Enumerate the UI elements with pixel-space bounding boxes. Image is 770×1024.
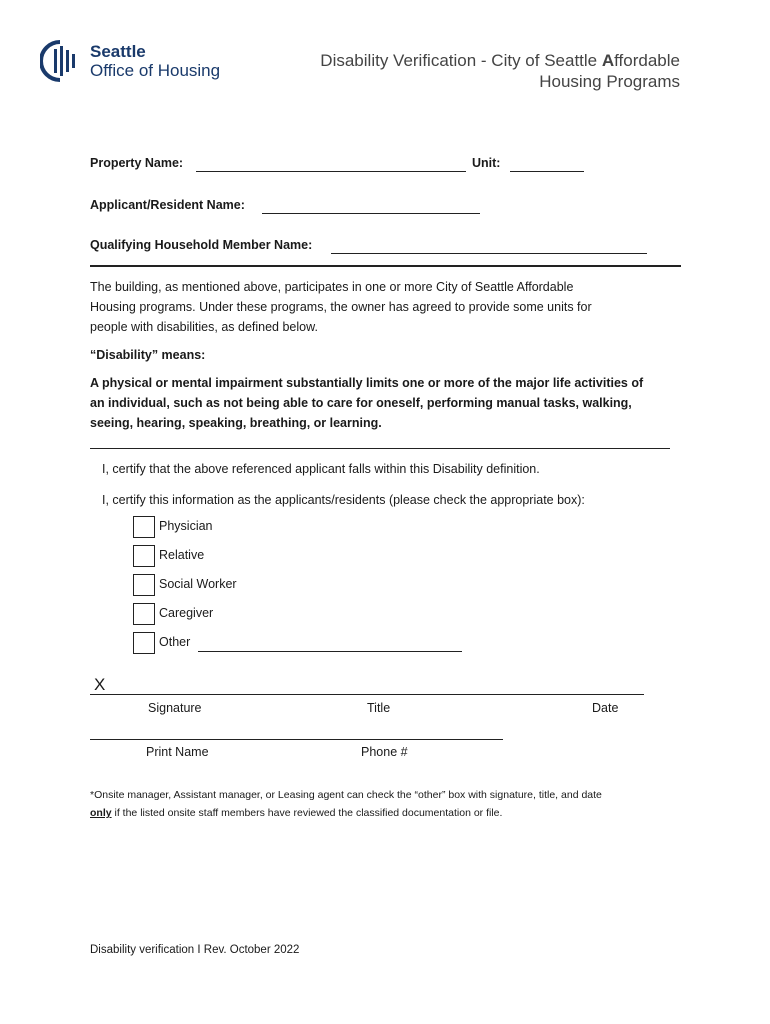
footer-revision: Disability verification I Rev. October 2022 bbox=[90, 944, 300, 956]
property-name-field[interactable] bbox=[196, 157, 466, 172]
note-line-1: *Onsite manager, Assistant manager, or Leasing agent can check the “other” box with signature, title, and date bbox=[90, 789, 602, 801]
definition-divider bbox=[90, 448, 670, 449]
definition-line: seeing, hearing, speaking, breathing, or learning. bbox=[90, 416, 382, 430]
unit-field[interactable] bbox=[510, 157, 584, 172]
seattle-logo-icon bbox=[40, 40, 80, 82]
certify-line-2: I, certify this information as the applicants/residents (please check the appropriate box): bbox=[102, 493, 585, 507]
phone-label: Phone # bbox=[361, 745, 408, 759]
title-label: Title bbox=[367, 701, 391, 715]
logo-text-seattle: Seattle bbox=[90, 42, 146, 61]
definition-line: an individual, such as not being able to care for oneself, performing manual tasks, walking, bbox=[90, 396, 632, 410]
section-divider bbox=[90, 265, 681, 267]
relative-checkbox[interactable] bbox=[133, 545, 155, 567]
disability-definition bbox=[90, 373, 710, 433]
applicant-name-label: Applicant/Resident Name: bbox=[90, 198, 245, 212]
social-worker-label: Social Worker bbox=[159, 577, 237, 591]
caregiver-checkbox[interactable] bbox=[133, 603, 155, 625]
title-line2: Housing Programs bbox=[539, 72, 680, 91]
applicant-name-field[interactable] bbox=[262, 199, 480, 214]
property-name-label: Property Name: bbox=[90, 156, 184, 170]
document-title bbox=[260, 50, 680, 92]
print-name-phone-line[interactable] bbox=[90, 739, 503, 740]
intro-line: people with disabilities, as defined below. bbox=[90, 320, 318, 334]
other-label: Other bbox=[159, 635, 191, 649]
intro-paragraph bbox=[90, 277, 690, 337]
logo-text-office: Office of Housing bbox=[90, 61, 221, 80]
note-only: only bbox=[90, 807, 112, 819]
signature-x-mark: X bbox=[94, 675, 106, 694]
print-name-label: Print Name bbox=[146, 745, 209, 759]
staff-note bbox=[90, 786, 730, 822]
other-checkbox[interactable] bbox=[133, 632, 155, 654]
signature-line[interactable] bbox=[90, 694, 644, 695]
unit-label: Unit: bbox=[472, 156, 501, 170]
social-worker-checkbox[interactable] bbox=[133, 574, 155, 596]
household-member-field[interactable] bbox=[331, 239, 647, 254]
household-member-label: Qualifying Household Member Name: bbox=[90, 238, 313, 252]
title-part-a: Disability Verification - City of Seattle bbox=[320, 51, 602, 70]
physician-checkbox[interactable] bbox=[133, 516, 155, 538]
title-part-c: ffordable bbox=[614, 51, 680, 70]
physician-label: Physician bbox=[159, 519, 213, 533]
certify-line-1: I, certify that the above referenced applicant falls within this Disability definition. bbox=[102, 462, 540, 476]
note-line-2: if the listed onsite staff members have reviewed the classified documentation or file. bbox=[111, 807, 503, 819]
caregiver-label: Caregiver bbox=[159, 606, 214, 620]
intro-line: The building, as mentioned above, participates in one or more City of Seattle Affordable bbox=[90, 280, 574, 294]
date-label: Date bbox=[592, 701, 619, 715]
seattle-office-of-housing-logo bbox=[40, 40, 230, 86]
other-specify-field[interactable] bbox=[198, 637, 462, 652]
intro-line: Housing programs. Under these programs, the owner has agreed to provide some units for bbox=[90, 300, 592, 314]
definition-line: A physical or mental impairment substantially limits one or more of the major life activities of bbox=[90, 376, 644, 390]
title-part-b: A bbox=[601, 51, 615, 70]
signature-label: Signature bbox=[148, 701, 202, 715]
relative-label: Relative bbox=[159, 548, 205, 562]
disability-heading: “Disability” means: bbox=[90, 348, 206, 362]
